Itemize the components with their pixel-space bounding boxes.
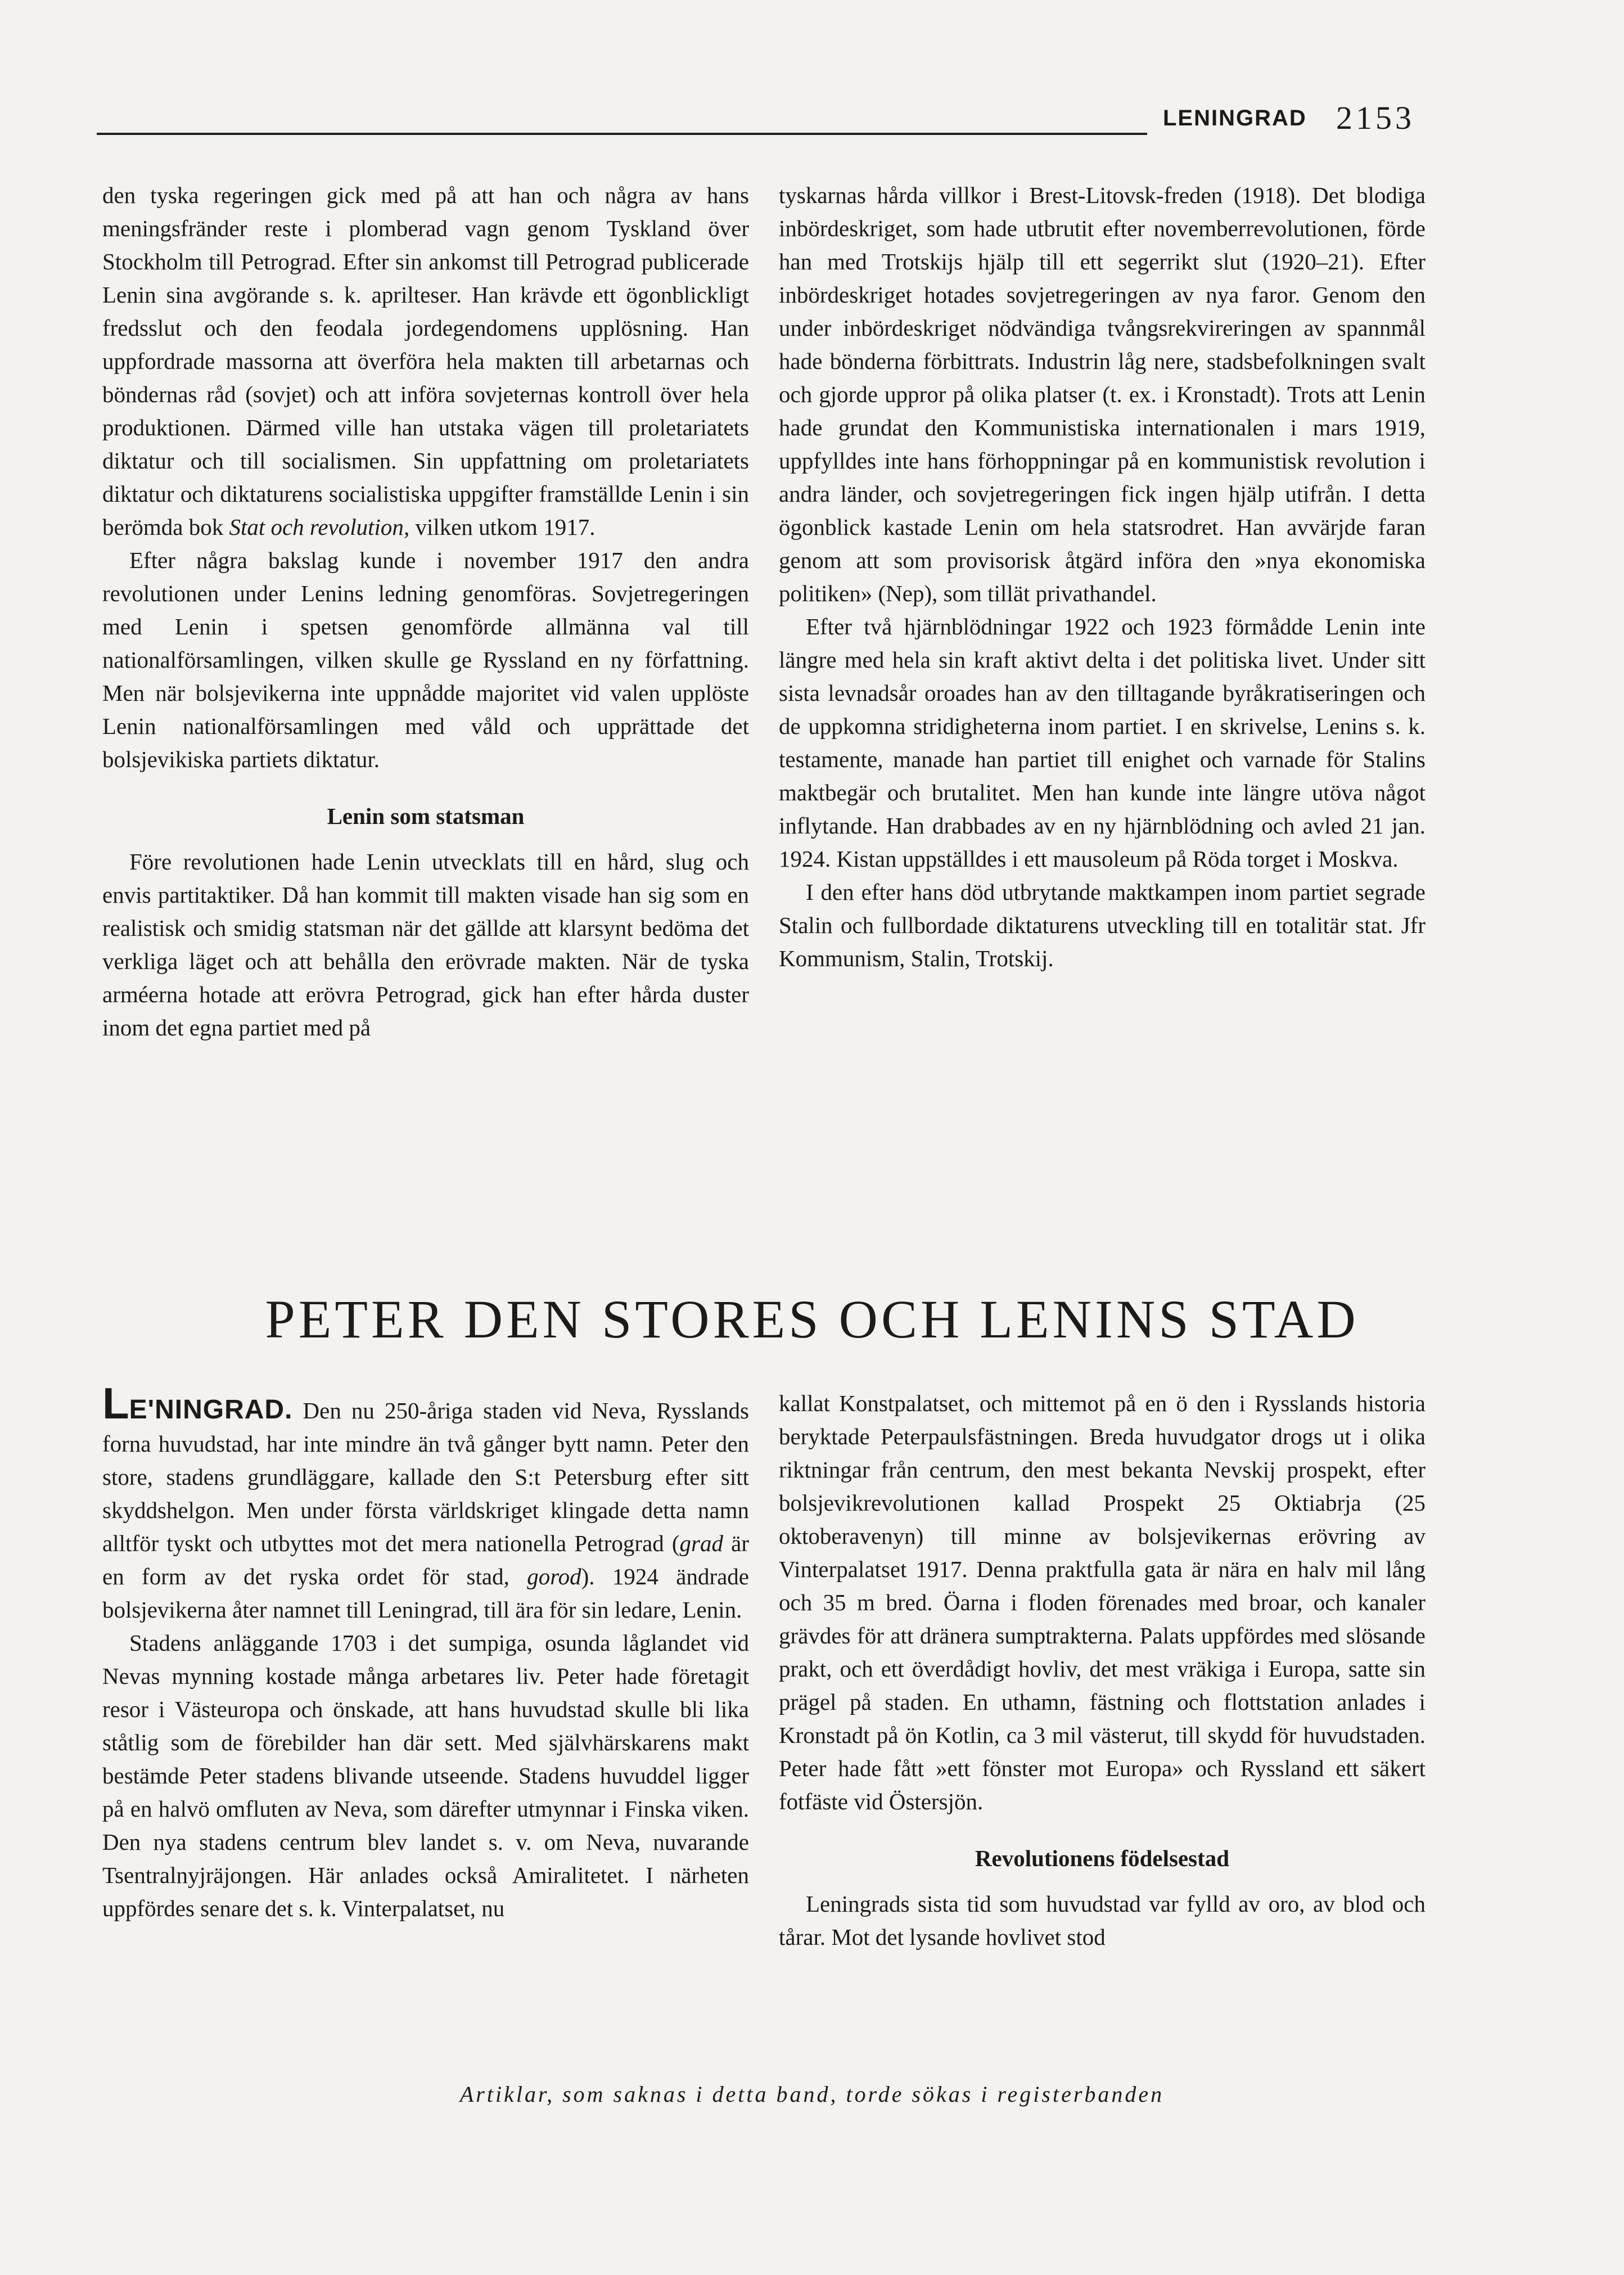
paragraph: Före revolutionen hade Lenin utvecklats till en hård, slug och envis partitaktiker. Då han kommit till makten visade han sig som en realistisk och smidig statsman när det gällde att klarsynt bedöma det verkliga läget och att behålla den erövrade makten. När de tyska arméerna hotade att erövra Petrograd, gick han efter hårda duster inom det egna partiet med på — [102, 849, 749, 1040]
running-head: LENINGRAD — [1163, 106, 1307, 130]
top-column-right — [779, 179, 1425, 975]
text-run: är en form av det ryska ordet för stad, — [102, 1530, 749, 1589]
page-number: 2153 — [1336, 100, 1415, 136]
text-run: ). 1924 ändrade bolsjevikerna åter namnet till Leningrad, till ära för sin ledare, Lenin. — [102, 1564, 749, 1623]
text-run: , vilken utkom 1917. — [403, 514, 596, 540]
paragraph: Stadens anläggande 1703 i det sumpiga, osunda låglandet vid Nevas mynning kostade många arbetares liv. Peter hade företagit resor i Västeuropa och önskade, att hans huvudstad skulle bli lika ståtlig som de förebilder han där sett. Med självhärskarens makt bestämde Peter stadens blivande utseende. Stadens huvuddel ligger på en halvö omfluten av Neva, som därefter utmynnar i Finska viken. Den nya stadens centrum blev landet s. v. om Neva, nuvarande Tsentralnyjräjongen. Här anlades också Amiralitetet. I närheten uppfördes senare det s. k. Vinterpalatset, nu — [102, 1630, 749, 1921]
text-run: den tyska regeringen gick med på att han och några av hans meningsfränder reste i plomberad vagn genom Tyskland över Stockholm till Petrograd. Efter sin ankomst till Petrograd publicerade Lenin sina avgörande s. k. aprilteser. Han krävde ett ögonblickligt fredsslut och den feodala jordegendomens upplösning. Han uppfordrade massorna att överföra hela makten till arbetarnas och böndernas råd (sovjet) och att införa sovjeternas kontroll över hela produktionen. Därmed ville han utstaka vägen till proletariatets diktatur och till socialismen. Sin uppfattning om proletariatets diktatur och diktaturens socialistiska uppgifter framställde Lenin i sin berömda bok — [102, 182, 749, 540]
italic-word: grad — [679, 1530, 724, 1556]
book-title: Stat och revolution — [229, 514, 404, 540]
bottom-column-left — [102, 1378, 749, 1925]
lead-paragraph — [102, 1378, 749, 1627]
article-title: PETER DEN STORES OCH LENINS STAD — [265, 1289, 1359, 1349]
italic-word: gorod — [527, 1564, 581, 1589]
lead-word: E'NINGRAD. — [129, 1395, 293, 1425]
header-rule — [97, 133, 1147, 135]
text-run: Den nu 250-åriga staden vid Neva, Rysslands forna huvudstad, har inte mindre än två gånger bytt namn. Peter den store, stadens grundläggare, kallade den S:t Petersburg efter sitt skyddshelgon. Men under första världskriget klingade detta namn alltför tyskt och utbyttes mot det mera nationella Petrograd ( — [102, 1398, 749, 1556]
paragraph: tyskarnas hårda villkor i Brest-Litovsk-freden (1918). Det blodiga inbördeskriget, som hade utbrutit efter novemberrevolutionen, förde han med Trotskijs hjälp till ett segerrikt slut (1920–21). Efter inbördeskriget hotades sovjetregeringen av nya faror. Genom den under inbördeskriget nödvändiga tvångsrekvireringen av spannmål hade bönderna förbittrats. Industrin låg nere, stadsbefolkningen svalt och gjorde uppror på olika platser (t. ex. i Kronstadt). Trots att Lenin hade grundat den Kommunistiska internationalen i mars 1919, uppfylldes inte hans förhoppningar på en kommunistisk revolution i andra länder, och sovjetregeringen fick ingen hjälp utifrån. I detta ögonblick kastade Lenin om hela statsrodret. Han avvärjde faran genom att som provisorisk åtgärd införa den »nya ekonomiska politiken» (Nep), som tillät privathandel. — [779, 182, 1425, 606]
footer-note: Artiklar, som saknas i detta band, torde sökas i registerbanden — [459, 2082, 1165, 2107]
paragraph: Efter några bakslag kunde i november 1917 den andra revolutionen under Lenins ledning genomföras. Sovjetregeringen med Lenin i spetsen genomförde allmänna val till nationalförsamlingen, vilken skulle ge Ryssland en ny författning. Men när bolsjevikerna inte uppnådde majoritet vid valen upplöste Lenin nationalförsamlingen med våld och upprättade det bolsjevikiska partiets diktatur. — [102, 547, 749, 772]
bottom-column-right — [779, 1387, 1425, 1954]
drop-cap: L — [102, 1378, 129, 1428]
top-column-left — [102, 179, 749, 1044]
paragraph: kallat Konstpalatset, och mittemot på en ö den i Rysslands historia beryktade Peterpaulsfästningen. Breda huvudgator drogs ut i olika riktningar från centrum, den mest bekanta Nevskij prospekt, efter bolsjevikrevolutionen kallad Prospekt 25 Oktiabrja (25 oktoberavenyn) till minne av bolsjevikernas erövring av Vinterpalatset 1917. Denna praktfulla gata är nära en halv mil lång och 35 m bred. Öarna i floden förenades med broar, och kanaler grävdes för att dränera sumptrakterna. Palats uppfördes med slösande prakt, och ett överdådigt hovliv, det mest vräkiga i Europa, satte sin prägel på staden. En uthamn, fästning och flottstation anlades i Kronstadt på ön Kotlin, ca 3 mil västerut, till skydd för huvudstaden. Peter hade fått »ett fönster mot Europa» och Ryssland ett säkert fotfäste vid Östersjön. — [779, 1390, 1425, 1814]
paragraph: Efter två hjärnblödningar 1922 och 1923 förmådde Lenin inte längre med hela sin kraft aktivt delta i det politiska livet. Under sitt sista levnadsår oroades han av den tilltagande byråkratiseringen och de uppkomna stridigheterna inom partiet. I en skrivelse, Lenins s. k. testamente, manade han partiet till enighet och varnade för Stalins maktbegär och brutalitet. Men han kunde inte längre utöva något inflytande. Han drabbades av en ny hjärnblödning och avled 21 jan. 1924. Kistan uppställdes i ett mausoleum på Röda torget i Moskva. — [779, 614, 1425, 872]
paragraph: Leningrads sista tid som huvudstad var fylld av oro, av blod och tårar. Mot det lysande hovlivet stod — [779, 1891, 1425, 1950]
section-heading: Lenin som statsman — [327, 803, 525, 829]
paragraph — [102, 179, 749, 544]
section-heading: Revolutionens födelsestad — [975, 1845, 1230, 1871]
paragraph: I den efter hans död utbrytande maktkampen inom partiet segrade Stalin och fullbordade diktaturens utveckling till en totalitär stat. Jfr Kommunism, Stalin, Trotskij. — [779, 879, 1425, 971]
